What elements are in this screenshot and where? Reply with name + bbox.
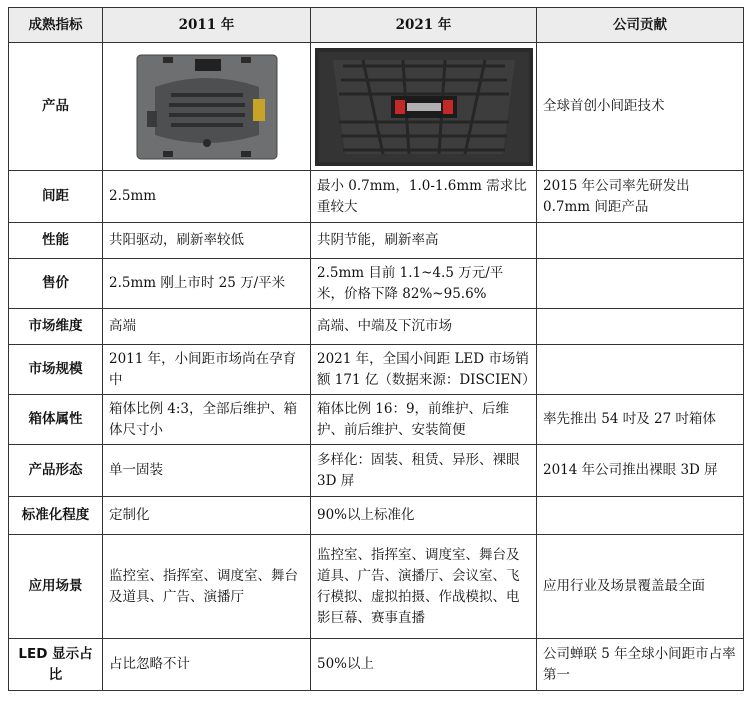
cell-2021: 共阴节能，刷新率高 (311, 223, 537, 259)
row-label: 产品 (9, 43, 103, 171)
row-label: 市场维度 (9, 309, 103, 345)
header-2011: 2011 年 (103, 8, 311, 43)
contribution-cell: 率先推出 54 吋及 27 吋箱体 (537, 395, 744, 445)
row-applications (9, 535, 744, 639)
cell-2011: 2011 年，小间距市场尚在孕育中 (103, 345, 311, 395)
led-cabinet-rear-2011-image (133, 51, 281, 163)
cell-2021: 2021 年，全国小间距 LED 市场销额 171 亿（数据来源：DISCIEN） (311, 345, 537, 395)
row-led-share (9, 639, 744, 691)
cell-2021: 50%以上 (311, 639, 537, 691)
contribution-cell (537, 345, 744, 395)
led-cabinet-rear-2021-image (313, 46, 535, 168)
row-performance (9, 223, 744, 259)
contribution-cell (537, 497, 744, 535)
row-label: LED 显示占比 (9, 639, 103, 691)
contribution-cell (537, 259, 744, 309)
cell-2011: 定制化 (103, 497, 311, 535)
row-label: 箱体属性 (9, 395, 103, 445)
row-form (9, 445, 744, 497)
cell-2011: 2.5mm 刚上市时 25 万/平米 (103, 259, 311, 309)
cell-2011: 2.5mm (103, 171, 311, 223)
row-label: 标准化程度 (9, 497, 103, 535)
product-image-2011 (103, 43, 311, 171)
row-label: 间距 (9, 171, 103, 223)
row-standardization (9, 497, 744, 535)
cell-2021: 箱体比例 16：9，前维护、后维护、前后维护、安装简便 (311, 395, 537, 445)
header-indicator: 成熟指标 (9, 8, 103, 43)
row-label: 性能 (9, 223, 103, 259)
row-label: 应用场景 (9, 535, 103, 639)
cell-2021: 最小 0.7mm，1.0-1.6mm 需求比重较大 (311, 171, 537, 223)
row-cabinet (9, 395, 744, 445)
contribution-cell (537, 223, 744, 259)
contribution-cell: 公司蝉联 5 年全球小间距市占率第一 (537, 639, 744, 691)
row-price (9, 259, 744, 309)
header-contribution: 公司贡献 (537, 8, 744, 43)
row-market-size (9, 345, 744, 395)
cell-2021: 多样化：固装、租赁、异形、裸眼 3D 屏 (311, 445, 537, 497)
contribution-cell (537, 309, 744, 345)
cell-2021: 90%以上标准化 (311, 497, 537, 535)
row-market-tier (9, 309, 744, 345)
row-product (9, 43, 744, 171)
cell-2011: 监控室、指挥室、调度室、舞台及道具、广告、演播厅 (103, 535, 311, 639)
contribution-cell: 应用行业及场景覆盖最全面 (537, 535, 744, 639)
cell-2011: 单一固装 (103, 445, 311, 497)
contribution-cell: 2015 年公司率先研发出 0.7mm 间距产品 (537, 171, 744, 223)
cell-2011: 高端 (103, 309, 311, 345)
comparison-table (8, 7, 744, 691)
cell-2021: 监控室、指挥室、调度室、舞台及道具、广告、演播厅、会议室、飞行模拟、虚拟拍摄、作战模拟、电影巨幕、赛事直播 (311, 535, 537, 639)
cell-2011: 占比忽略不计 (103, 639, 311, 691)
product-image-2021 (311, 43, 537, 171)
header-row (9, 8, 744, 43)
cell-2021: 2.5mm 目前 1.1~4.5 万元/平米，价格下降 82%~95.6% (311, 259, 537, 309)
row-pitch (9, 171, 744, 223)
row-label: 售价 (9, 259, 103, 309)
contribution-cell: 2014 年公司推出裸眼 3D 屏 (537, 445, 744, 497)
row-label: 产品形态 (9, 445, 103, 497)
cell-2021: 高端、中端及下沉市场 (311, 309, 537, 345)
row-label: 市场规模 (9, 345, 103, 395)
cell-2011: 共阳驱动，刷新率较低 (103, 223, 311, 259)
contribution-cell: 全球首创小间距技术 (537, 43, 744, 171)
header-2021: 2021 年 (311, 8, 537, 43)
cell-2011: 箱体比例 4:3，全部后维护、箱体尺寸小 (103, 395, 311, 445)
